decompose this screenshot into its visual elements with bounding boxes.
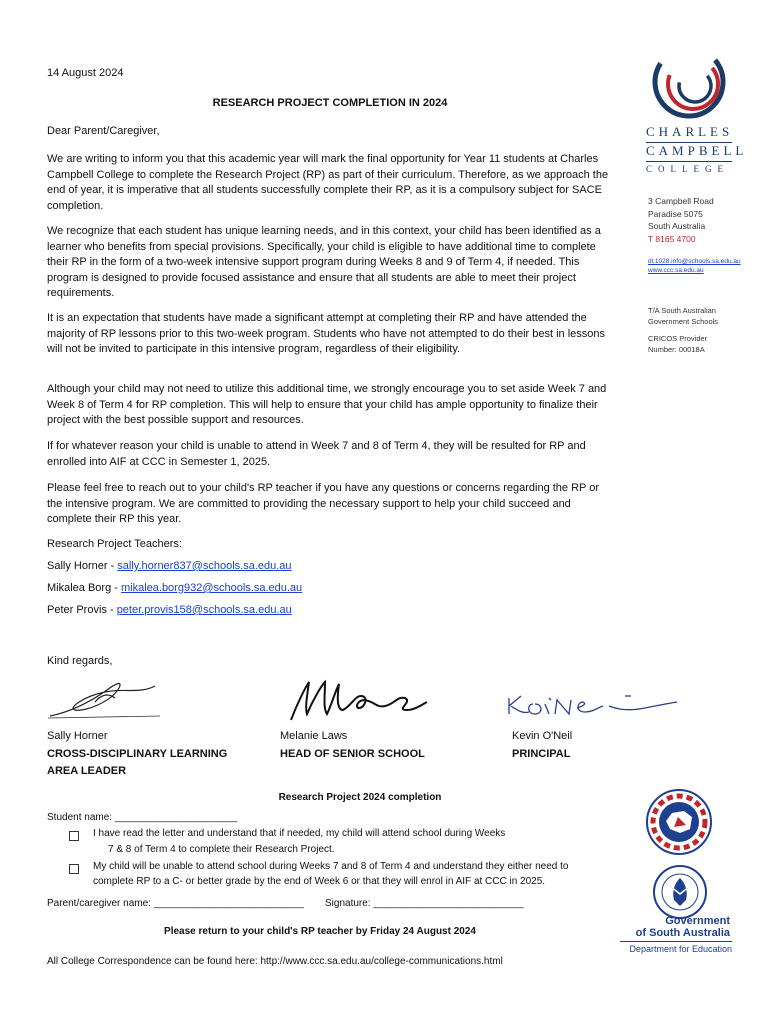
footer-note: All College Correspondence can be found here: http://www.ccc.sa.edu.au/college-communications.html — [47, 956, 503, 967]
signatory-name: Kevin O'Neil — [512, 730, 573, 742]
option-1-label: I have read the letter and understand that if needed, my child will attend school during Weeks — [93, 828, 506, 839]
address-line: South Australia — [648, 221, 706, 231]
signature-melanie-laws — [285, 674, 435, 726]
teacher-email-link[interactable]: mikalea.borg932@schools.sa.edu.au — [120, 582, 303, 594]
sa-government-crest-icon — [652, 864, 708, 920]
address-line: 3 Campbell Road — [648, 196, 714, 206]
salutation: Dear Parent/Caregiver, — [47, 125, 160, 137]
teacher-row — [47, 560, 292, 572]
signatory-role: PRINCIPAL — [512, 748, 571, 760]
closing: Kind regards, — [47, 655, 113, 667]
teacher-row — [47, 582, 302, 594]
option-2-label: complete RP to a C- or better grade by the end of Week 6 or that they will enrol in AIF at CCC in 2025. — [93, 876, 546, 887]
paragraph-2: We recognize that each student has unique learning needs, and in this context, your child has been identified as a learner who benefits from special provisions. Specifically, your child is eligible to have additional time to complete their RP in the form of a two-week intensive support program during Weeks 8 and 9 of Term 4, if needed. This program is designed to provide focused assistance and ensure that all students are able to meet their project requirements. — [47, 225, 601, 300]
cricos-line: Number: 00018A — [648, 345, 705, 354]
paragraph-4: Although your child may not need to utilize this additional time, we strongly encourage you to set aside Week 7 and Week 8 of Term 4 for RP completion. This will help to ensure that your child has ample opportunity to finalize their project with the best possible support and resources. — [47, 383, 607, 427]
teacher-name: Mikalea Borg - — [47, 582, 121, 594]
paragraph-3: It is an expectation that students have made a significant attempt at completing their RP and have attended the majority of RP lessons prior to this two-week program. Students who have not attempted to do their best in lessons will not be invited to participate in this intensive program, regardless of their eligibility. — [47, 312, 606, 356]
student-name-field[interactable]: Student name: ______________________ — [47, 812, 238, 823]
cricos-info — [648, 333, 707, 355]
logo-text-charles: CHARLES — [646, 124, 734, 139]
college-logo-icon — [647, 42, 732, 120]
paragraph-1: We are writing to inform you that this academic year will mark the final opportunity for Year 11 students at Charles Campbell College to complete the Research Project (RP) as part of their curriculum. Therefore, as we approach the end of year, it is imperative that all students successfully complete their RP, as it is a compulsory subject for SACE completion. — [47, 153, 609, 212]
address-block — [648, 195, 714, 245]
logo-text-campbell: CAMPBELL — [646, 143, 748, 158]
option-2-checkbox[interactable] — [69, 864, 79, 874]
return-note: Please return to your child's RP teacher by Friday 24 August 2024 — [164, 926, 476, 937]
phone-number: T 8165 4700 — [648, 233, 696, 244]
trading-as — [648, 305, 718, 327]
teacher-email-link[interactable]: sally.horner837@schools.sa.edu.au — [117, 560, 292, 572]
signature-sally-horner — [45, 672, 165, 724]
gov-sa-wordmark — [620, 915, 730, 939]
teacher-name: Peter Provis - — [47, 604, 117, 616]
letter-date: 14 August 2024 — [47, 67, 124, 79]
parent-name-field[interactable]: Parent/caregiver name: ___________________________ — [47, 898, 304, 909]
college-website-link[interactable]: www.ccc.sa.edu.au — [648, 267, 704, 274]
gov-line: of South Australia — [635, 927, 730, 939]
department-name: Department for Education — [629, 944, 732, 954]
cricos-line: CRICOS Provider — [648, 334, 708, 343]
trading-as-line: T/A South Australian — [648, 306, 716, 315]
form-title: Research Project 2024 completion — [278, 792, 442, 803]
teacher-email-link[interactable]: peter.provis158@schools.sa.edu.au — [116, 604, 292, 616]
school-badge-icon — [644, 787, 714, 857]
address-line: Paradise 5075 — [648, 208, 703, 219]
logo-text-college: COLLEGE — [646, 164, 729, 174]
option-1-label: 7 & 8 of Term 4 to complete their Research Project. — [108, 844, 335, 855]
trading-as-line: Government Schools — [648, 317, 719, 326]
college-email-link[interactable]: dl.1028.info@schools.sa.edu.au — [648, 258, 741, 265]
option-2-label: My child will be unable to attend school during Weeks 7 and 8 of Term 4 and understand they either need to — [93, 861, 569, 872]
signature-field[interactable]: Signature: ___________________________ — [325, 898, 524, 909]
teachers-heading: Research Project Teachers: — [47, 538, 182, 550]
teacher-row — [47, 604, 292, 616]
letter-title: RESEARCH PROJECT COMPLETION IN 2024 — [212, 97, 448, 109]
signatory-name: Melanie Laws — [280, 730, 348, 742]
signatory-role: CROSS-DISCIPLINARY LEARNING — [47, 748, 228, 760]
signatory-role: HEAD OF SENIOR SCHOOL — [280, 748, 425, 760]
signatory-name: Sally Horner — [47, 730, 108, 742]
gov-divider — [620, 941, 732, 942]
signature-kevin-oneil — [505, 690, 685, 722]
gov-line: Government — [665, 915, 730, 927]
option-1-checkbox[interactable] — [69, 831, 79, 841]
teacher-name: Sally Horner - — [47, 560, 118, 572]
paragraph-6: Please feel free to reach out to your child's RP teacher if you have any questions or concerns regarding the RP or the intensive program. We are committed to providing the necessary support to help your child succeed and complete their RP this year. — [47, 482, 600, 526]
logo-divider — [646, 161, 732, 162]
signatory-role: AREA LEADER — [47, 765, 127, 777]
paragraph-5: If for whatever reason your child is unable to attend in Week 7 and 8 of Term 4, they will be resulted for RP and enrolled into AIF at CCC in Semester 1, 2025. — [47, 440, 586, 468]
